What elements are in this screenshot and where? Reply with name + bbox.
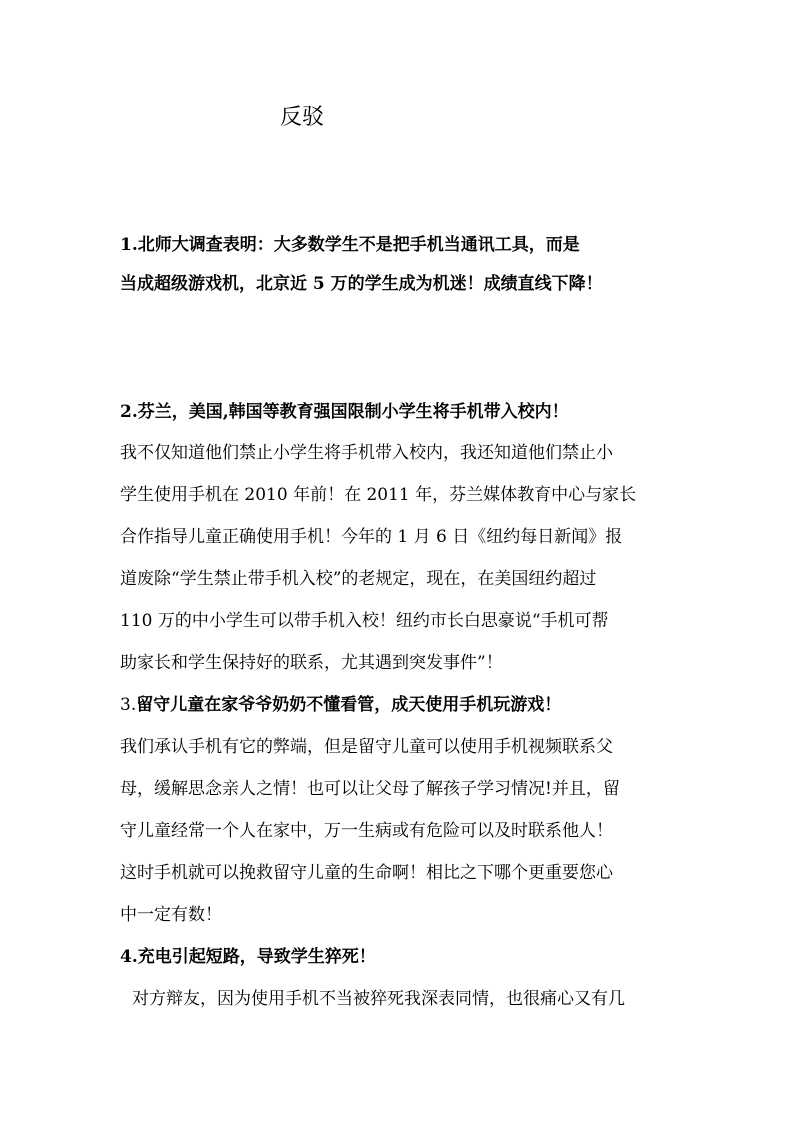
section2-line-6: 助家长和学生保持好的联系，尤其遇到突发事件”！: [120, 653, 503, 673]
section3-line-4: 这时手机就可以挽救留守儿童的生命啊！相比之下哪个更重要您心: [120, 863, 613, 883]
section4-line-1: 对方辩友，因为使用手机不当被猝死我深表同情，也很痛心又有几: [132, 989, 625, 1009]
section3-heading-number: 3.: [120, 695, 137, 715]
section2-heading: 2.芬兰，美国,韩国等教育强国限制小学生将手机带入校内！: [120, 402, 569, 422]
section4-heading: 4.充电引起短路，导致学生猝死！: [120, 947, 376, 967]
section3-heading: [120, 690, 690, 720]
section2-line-5: 110 万的中小学生可以带手机入校！纽约市长白思豪说“手机可帮: [120, 611, 609, 631]
section3-heading-text: 留守儿童在家爷爷奶奶不懂看管，成天使用手机玩游戏！: [136, 695, 562, 715]
section3-line-1: 我们承认手机有它的弊端，但是留守儿童可以使用手机视频联系父: [120, 737, 613, 757]
section3-line-3: 守儿童经常一个人在家中，万一生病或有危险可以及时联系他人！: [120, 821, 613, 841]
section3-line-2: 母，缓解思念亲人之情！也可以让父母了解孩子学习情况!并且，留: [120, 779, 620, 799]
section3-line-5: 中一定有数！: [120, 905, 222, 925]
section1-line-1: 1.北师大调查表明：大多数学生不是把手机当通讯工具，而是: [120, 235, 580, 255]
section1-line-2: 当成超级游戏机，北京近 5 万的学生成为机迷！成绩直线下降！: [120, 274, 603, 294]
section2-line-3: 合作指导儿童正确使用手机！今年的 1 月 6 日《纽约每日新闻》报: [120, 527, 623, 547]
section2-line-1: 我不仅知道他们禁止小学生将手机带入校内，我还知道他们禁止小: [120, 443, 613, 463]
page-title: 反驳: [280, 105, 325, 130]
section2-line-4: 道废除“学生禁止带手机入校”的老规定，现在，在美国纽约超过: [120, 569, 597, 589]
section2-line-2: 学生使用手机在 2010 年前！在 2011 年，芬兰媒体教育中心与家长: [120, 485, 637, 505]
